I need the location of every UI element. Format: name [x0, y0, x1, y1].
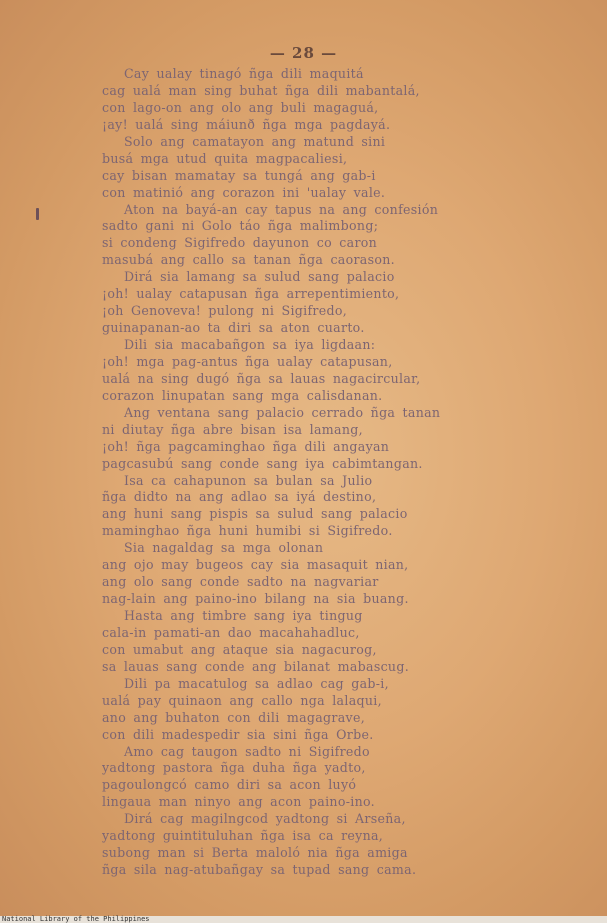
text-line: Dirá cag magilngcod yadtong si Arseña, [124, 811, 406, 827]
text-line: pagoulongcó camo diri sa acon luyó [102, 777, 357, 793]
text-line: cag ualá man sing buhat ñga dili mabantalá, [102, 82, 420, 98]
text-line: ang ojo may bugeos cay sia masaquit nian, [102, 557, 409, 573]
text-line: si condeng Sigifredo dayunon co caron [102, 235, 378, 251]
text-line: ualá na sing dugó ñga sa lauas nagacircular, [102, 370, 421, 386]
text-line: ang huni sang pispis sa sulud sang palacio [102, 506, 408, 522]
text-line: Isa ca cahapunon sa bulan sa Julio [124, 472, 373, 488]
text-line: ualá pay quinaon ang callo nga lalaqui, [102, 692, 382, 708]
text-line: Sia nagaldag sa mga olonan [124, 540, 324, 556]
text-line: sadto gani ni Golo táo ñga malimbong; [102, 218, 379, 234]
text-line: con matinió ang corazon ini 'ualay vale. [102, 184, 386, 200]
text-line: sa lauas sang conde ang bilanat mabascug. [102, 658, 410, 674]
text-line: cay bisan mamatay sa tungá ang gab-i [102, 167, 376, 183]
text-line: con umabut ang ataque sia nagacurog, [102, 641, 377, 657]
text-line: ¡oh! mga pag-antus ñga ualay catapusan, [102, 353, 393, 369]
text-line: ¡oh! ualay catapusan ñga arrepentimiento, [102, 286, 400, 302]
text-line: guinapanan-ao ta diri sa aton cuarto. [102, 320, 365, 336]
text-line: nag-lain ang paino-ino bilang na sia buang. [102, 591, 409, 607]
text-line: ano ang buhaton con dili magagrave, [102, 709, 366, 725]
text-line: Ang ventana sang palacio cerrado ñga tanan [124, 404, 441, 420]
text-line: Dili pa macatulog sa adlao cag gab-i, [124, 675, 389, 691]
text-line: con dili madespedir sia sini ñga Orbe. [102, 726, 374, 742]
text-line: ang olo sang conde sadto na nagvariar [102, 574, 379, 590]
text-line: Cay ualay tinagó ñga dili maquitá [124, 66, 364, 81]
library-credit: National Library of the Philippines [2, 915, 150, 923]
text-line: ¡oh Genoveva! pulong ni Sigifredo, [102, 303, 348, 319]
text-line: Dirá sia lamang sa sulud sang palacio [124, 269, 395, 285]
text-line: yadtong pastora ñga duha ñga yadto, [102, 760, 366, 776]
text-line: busá mga utud quita magpacaliesi, [102, 150, 348, 166]
text-line: corazon linupatan sang mga calisdanan. [102, 387, 383, 403]
text-line: cala-in pamati-an dao macahahadluc, [102, 624, 360, 640]
text-line: Hasta ang timbre sang iya tingug [124, 608, 363, 623]
text-line: yadtong guintituluhan ñga isa ca reyna, [102, 828, 384, 844]
text-line: ¡ay! ualá sing máiunð ñga mga pagdayá. [102, 116, 391, 132]
text-line: subong man si Berta maloló nia ñga amiga [102, 845, 408, 861]
text-line: ñga didto na ang adlao sa iyá destino, [102, 489, 377, 505]
text-line: lingaua man ninyo ang acon paino-ino. [102, 794, 375, 810]
text-line: maminghao ñga huni humibi si Sigifredo. [102, 523, 393, 539]
text-line: ¡oh! ñga pagcaminghao ñga dili angayan [102, 438, 390, 454]
text-line: Amo cag taugon sadto ni Sigifredo [124, 743, 370, 759]
text-line: ñga sila nag-atubañgay sa tupad sang cama. [102, 862, 417, 878]
text-line: Aton na bayá-an cay tapus na ang confesión [124, 201, 439, 217]
text-line: masubá ang callo sa tanan ñga caorason. [102, 252, 395, 268]
page-number: — 28 — [269, 44, 338, 62]
text-line: ni diutay ñga abre bisan isa lamang, [102, 421, 363, 437]
text-line: Solo ang camatayon ang matund sini [124, 133, 386, 149]
footer [0, 916, 607, 923]
margin-mark [36, 208, 39, 220]
text-line: Dili sia macabañgon sa iya ligdaan: [124, 337, 376, 352]
text-line: pagcasubú sang conde sang iya cabimtangan. [102, 455, 423, 471]
text-line: con lago-on ang olo ang buli magaguá, [102, 99, 379, 115]
poem-text [102, 66, 532, 879]
